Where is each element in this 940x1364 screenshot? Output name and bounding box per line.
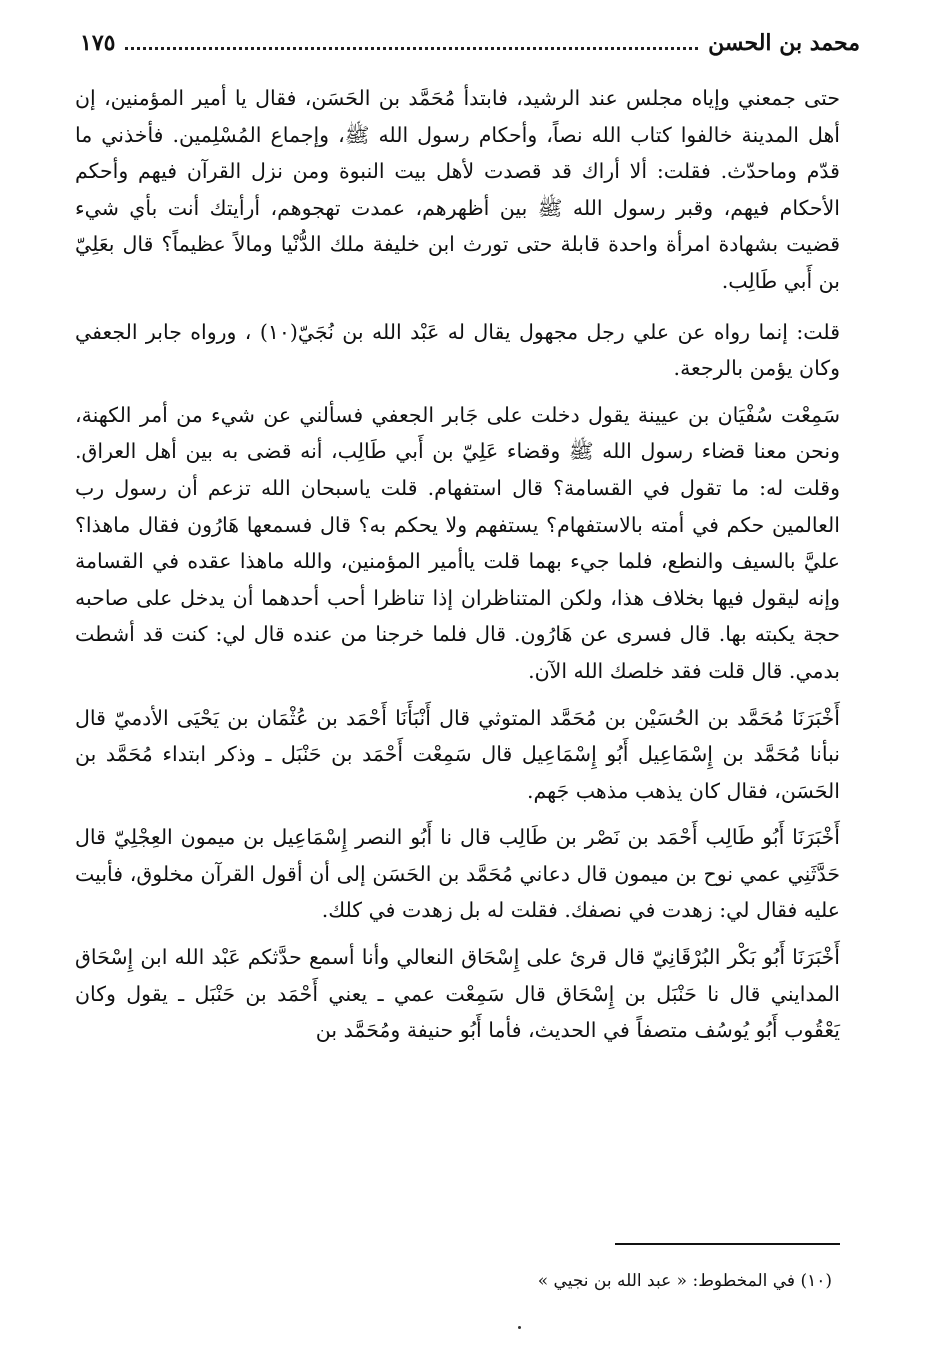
paragraph-6: أَخْبَرَنَا أَبُو بَكْر البُرْقَانِيّ قال قرئ على إِسْحَاق النعالي وأنا أسمع حدَّثكم عَبْد الله ابن إِسْحَاق المدايني قال نا حَنْبَل بن إِسْحَاق قال سَمِعْت عمي ـ يعني أَحْمَد بن حَنْبَل ـ يقول وكان يَعْقُوب أَبُو يُوسُف متصفاً في الحديث، فأما أَبُو حنيفة ومُحَمَّد بن <box>75 945 840 1043</box>
paragraph-1: حتى جمعني وإياه مجلس عند الرشيد، فابتدأ مُحَمَّد بن الحَسَن، فقال يا أمير المؤمنين، إن أهل المدينة خالفوا كتاب الله نصاً، وأحكام رسول الله ﷺ، وإجماع المُسْلِمين. فأخذني ما قدّم وماحدّث. فقلت: ألا أراك قد قصدت لأهل بيت النبوة ومن نزل القرآن فيهم وأحكم الأحكام فيهم، وقبر رسول الله ﷺ بين أظهرهم، عمدت تهجوهم، أرأيتك أنت بأي شيء قضيت بشهادة امرأة واحدة قابلة حتى تورث ابن خليفة ملك الدُّنْيا ومالاً عظيماً؟ قال بعَلِيّ بن أَبي طَالِب. <box>75 86 840 293</box>
main-text <box>75 80 840 1059</box>
paragraph-3: سَمِعْت سُفْيَان بن عيينة يقول دخلت على جَابر الجعفي فسألني عن شيء من أمر الكهنة، ونحن معنا قضاء رسول الله ﷺ وقضاء عَلِيّ بن أَبي طَالِب، أنه قضى به بين أهل العراق. وقلت له: ما تقول في القسامة؟ قال استفهام. قلت ياسبحان الله تزعم أن رسول رب العالمين حكم في أمته بالاستفهام؟ يستفهم ولا يحكم به؟ قال فسمعها هَارُون فقال ماهذا؟ عليَّ بالسيف والنطع، فلما جيء بهما قلت ياأمير المؤمنين، والله ماهذا عقده في القسامة وإنه ليقول فيها بخلاف هذا، ولكن المتناظران إذا تناظرا أحب أحدهما أن يدخل على صاحبه حجة يكبته بها. قال فسرى عن هَارُون. قال فلما خرجنا من عنده قال لي: كنت قد أشطت بدمي. قال قلت فقد خلصك الله الآن. <box>75 402 840 683</box>
paragraph-5: أَخْبَرَنَا أَبُو طَالِب أَحْمَد بن نَصْر بن طَالِب قال نا أَبُو النصر إِسْمَاعِيل بن ميمون العِجْلِيّ قال حَدَّثَنِي عمي نوح بن ميمون قال دعاني مُحَمَّد بن الحَسَن إلى أن أقول القرآن مخلوق، فأبيت عليه فقال لي: زهدت في نصفك. فقلت له بل زهدت في كلك. <box>75 825 840 923</box>
header-title: محمد بن الحسن <box>708 30 860 56</box>
footnote-separator <box>615 1243 840 1245</box>
header-dot-leader <box>125 35 698 50</box>
running-header <box>80 30 860 66</box>
paragraph-2: قلت: إنما رواه عن علي رجل مجهول يقال له عَبْد الله بن نُجَيّ(١٠) ، ورواه جابر الجعفي وكان يؤمن بالرجعة. <box>75 319 840 381</box>
page-number: ١٧٥ <box>80 30 116 56</box>
footnote: (١٠) في المخطوط: « عبد الله بن نجيي » <box>537 1271 832 1291</box>
page-dot-mark <box>518 1326 521 1329</box>
paragraph-4: أَخْبَرَنَا مُحَمَّد بن الحُسَيْن بن مُحَمَّد المتوثي قال أَنْبَأَنَا أَحْمَد بن عُثْمَان بن يَحْيَى الأدميّ قال نبأنا مُحَمَّد بن إِسْمَاعِيل أَبُو إِسْمَاعِيل قال سَمِعْت أَحْمَد بن حَنْبَل ـ وذكر ابتداء مُحَمَّد بن الحَسَن، فقال كان يذهب مذهب جَهم. <box>75 705 840 803</box>
